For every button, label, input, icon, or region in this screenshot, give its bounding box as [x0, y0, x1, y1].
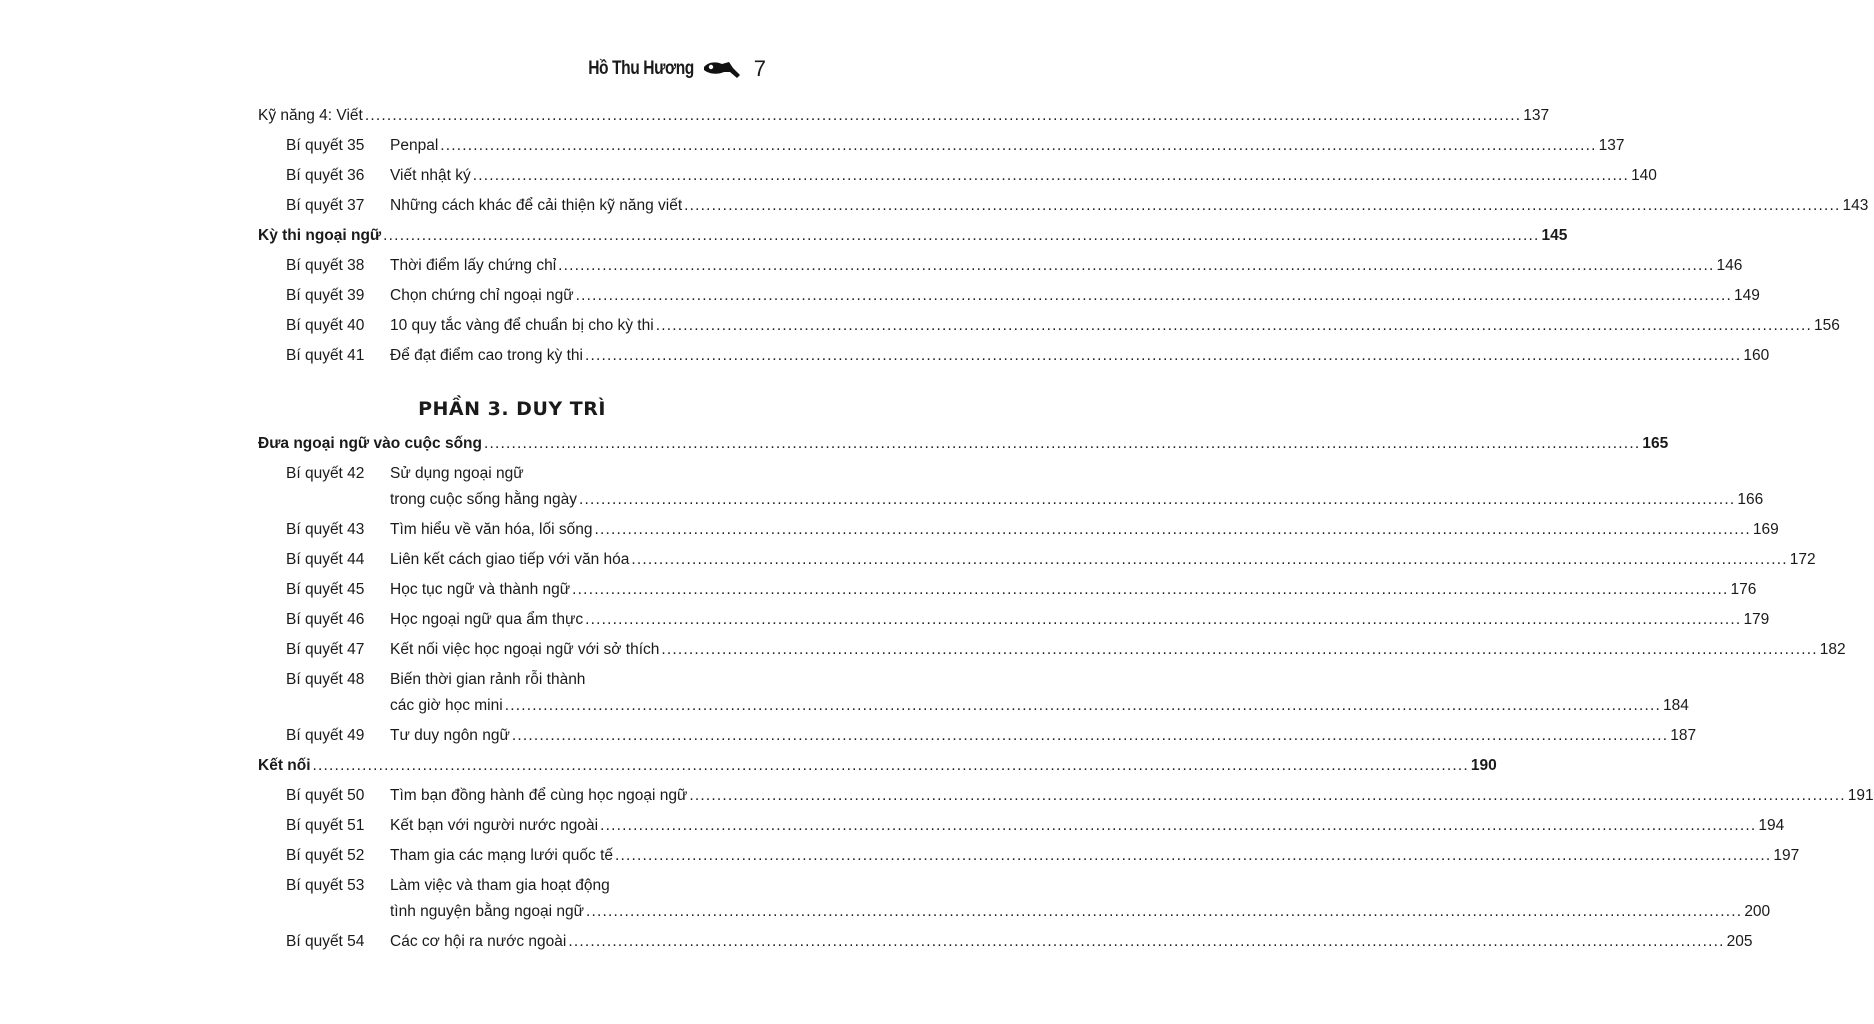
- tip-number: Bí quyết 41: [286, 347, 365, 364]
- tip-number: Bí quyết 40: [286, 317, 365, 334]
- tip-number: Bí quyết 42: [286, 465, 365, 482]
- leader-dots: [568, 927, 1724, 957]
- tip-number: Bí quyết 37: [286, 197, 365, 214]
- page-ref: 187: [1670, 727, 1697, 744]
- page-ref: 160: [1743, 347, 1770, 364]
- tip-number: Bí quyết 45: [286, 581, 365, 598]
- page-ref: 194: [1758, 817, 1785, 834]
- toc-entry-row: [258, 781, 1874, 811]
- tip-title: Tìm bạn đồng hành để cùng học ngoại ngữ: [390, 787, 688, 804]
- page-ref: 156: [1814, 317, 1840, 334]
- tip-number: Bí quyết 39: [286, 287, 365, 304]
- leader-dots: [661, 635, 1817, 665]
- page-ref: 172: [1789, 551, 1816, 568]
- tip-title: Để đạt điểm cao trong kỳ thi: [390, 347, 583, 364]
- page-ref: 145: [1541, 227, 1568, 244]
- toc-entry-row: [258, 281, 1760, 311]
- tip-number: Bí quyết 51: [286, 817, 365, 834]
- tip-title: Kết nối việc học ngoại ngữ với sở thích: [390, 641, 660, 658]
- leader-dots: [512, 721, 1668, 751]
- toc-section-row: [258, 751, 1497, 781]
- toc-entry-row: [258, 927, 1753, 957]
- page-ref: 205: [1726, 933, 1753, 950]
- leader-dots: [440, 131, 1596, 161]
- toc-entry-row: [258, 311, 1840, 341]
- leader-dots: [594, 515, 1750, 545]
- tip-title: 10 quy tắc vàng để chuẩn bị cho kỳ thi: [390, 317, 654, 334]
- page-ref: 166: [1737, 491, 1764, 508]
- tip-number: Bí quyết 36: [286, 167, 365, 184]
- leader-dots: [558, 251, 1714, 281]
- toc-entry-row: [258, 191, 1869, 221]
- leader-dots: [365, 101, 1521, 131]
- toc-entry-row: [258, 665, 1689, 721]
- toc-entry-row: [258, 251, 1743, 281]
- tip-number: Bí quyết 53: [286, 877, 365, 894]
- page-ref: 146: [1716, 257, 1743, 274]
- leader-dots: [484, 429, 1640, 459]
- page-ref: 197: [1773, 847, 1800, 864]
- tip-title: Những cách khác để cải thiện kỹ năng viết: [390, 197, 683, 214]
- tip-number: Bí quyết 46: [286, 611, 365, 628]
- tip-title-line2: trong cuộc sống hằng ngày: [390, 491, 577, 508]
- page-ref: 140: [1631, 167, 1657, 184]
- toc-section-row: [258, 429, 1669, 459]
- part-heading: PHẦN 3. DUY TRÌ: [418, 398, 606, 420]
- tip-title: Các cơ hội ra nước ngoài: [390, 933, 567, 950]
- page-ref: 149: [1733, 287, 1760, 304]
- toc-entry-row: [258, 605, 1770, 635]
- tip-title: Thời điểm lấy chứng chỉ: [390, 257, 557, 274]
- tip-title-line2: các giờ học mini: [390, 697, 503, 714]
- page-ref: 182: [1819, 641, 1846, 658]
- tip-number: Bí quyết 49: [286, 727, 365, 744]
- leader-dots: [579, 485, 1735, 515]
- leader-dots: [631, 545, 1787, 575]
- toc-section-row: [258, 221, 1568, 251]
- tip-title: Penpal: [390, 137, 439, 154]
- page-ref: 137: [1598, 137, 1625, 154]
- tip-title: Tham gia các mạng lưới quốc tế: [390, 847, 614, 864]
- tip-title: Viết nhật ký: [390, 167, 471, 184]
- tip-title: Tìm hiểu về văn hóa, lối sống: [390, 521, 593, 538]
- tip-title: Học ngoại ngữ qua ẩm thực: [390, 611, 584, 628]
- tip-number: Bí quyết 54: [286, 933, 365, 950]
- page-ref: 200: [1744, 903, 1771, 920]
- tip-title-line2: tình nguyện bằng ngoại ngữ: [390, 903, 584, 920]
- tip-number: Bí quyết 47: [286, 641, 365, 658]
- tip-title-line1: Làm việc và tham gia hoạt động: [390, 877, 610, 894]
- section-label: Đưa ngoại ngữ vào cuộc sống: [258, 435, 482, 452]
- page-ref: 137: [1523, 107, 1550, 124]
- tip-title-line1: Sử dụng ngoại ngữ: [390, 465, 524, 482]
- leader-dots: [576, 281, 1732, 311]
- leader-dots: [572, 575, 1728, 605]
- toc-entry-row: [258, 545, 1816, 575]
- toc-entry-row: [258, 161, 1657, 191]
- section-label: Kỳ thi ngoại ngữ: [258, 227, 382, 244]
- page-ref: 169: [1752, 521, 1779, 538]
- page-ref: 191: [1847, 787, 1874, 804]
- leader-dots: [656, 311, 1812, 341]
- running-header: [565, 56, 766, 82]
- leader-dots: [684, 191, 1840, 221]
- page-number: 7: [753, 56, 766, 81]
- section-label: Kết nối: [258, 757, 311, 774]
- leader-dots: [505, 691, 1661, 721]
- tip-number: Bí quyết 52: [286, 847, 365, 864]
- toc-entry-row: [258, 721, 1697, 751]
- tip-title: Học tục ngữ và thành ngữ: [390, 581, 571, 598]
- tip-title: Chọn chứng chỉ ngoại ngữ: [390, 287, 574, 304]
- tip-number: Bí quyết 44: [286, 551, 365, 568]
- page-ref: 184: [1663, 697, 1689, 714]
- toc-entry-row: [258, 635, 1846, 665]
- toc-entry-row: [258, 811, 1785, 841]
- tip-number: Bí quyết 35: [286, 137, 365, 154]
- key-logo-icon: [702, 58, 742, 80]
- leader-dots: [585, 341, 1741, 371]
- tip-number: Bí quyết 48: [286, 671, 365, 688]
- leader-dots: [615, 841, 1771, 871]
- toc-entry-row: [258, 575, 1757, 605]
- leader-dots: [689, 781, 1845, 811]
- leader-dots: [313, 751, 1469, 781]
- toc-entry-row: [258, 131, 1625, 161]
- leader-dots: [585, 605, 1741, 635]
- leader-dots: [473, 161, 1629, 191]
- page-ref: 190: [1470, 757, 1497, 774]
- tip-title: Liên kết cách giao tiếp với văn hóa: [390, 551, 630, 568]
- tip-number: Bí quyết 38: [286, 257, 365, 274]
- table-of-contents: [258, 101, 1874, 957]
- author-name: Hồ Thu Hương: [588, 58, 694, 79]
- page-ref: 179: [1743, 611, 1770, 628]
- page-ref: 165: [1642, 435, 1669, 452]
- tip-title: Tư duy ngôn ngữ: [390, 727, 510, 744]
- section-label: Kỹ năng 4: Viết: [258, 107, 363, 124]
- toc-entry-row: [258, 515, 1779, 545]
- tip-number: Bí quyết 50: [286, 787, 365, 804]
- tip-title: Kết bạn với người nước ngoài: [390, 817, 599, 834]
- leader-dots: [586, 897, 1742, 927]
- leader-dots: [383, 221, 1539, 251]
- toc-entry-row: [258, 459, 1764, 515]
- tip-number: Bí quyết 43: [286, 521, 365, 538]
- toc-entry-row: [258, 841, 1800, 871]
- toc-entry-row: [258, 871, 1771, 927]
- leader-dots: [600, 811, 1756, 841]
- toc-entry-row: [258, 341, 1770, 371]
- page-ref: 176: [1730, 581, 1757, 598]
- tip-title-line1: Biến thời gian rảnh rỗi thành: [390, 671, 586, 688]
- page-ref: 143: [1842, 197, 1869, 214]
- toc-section-row: [258, 101, 1550, 131]
